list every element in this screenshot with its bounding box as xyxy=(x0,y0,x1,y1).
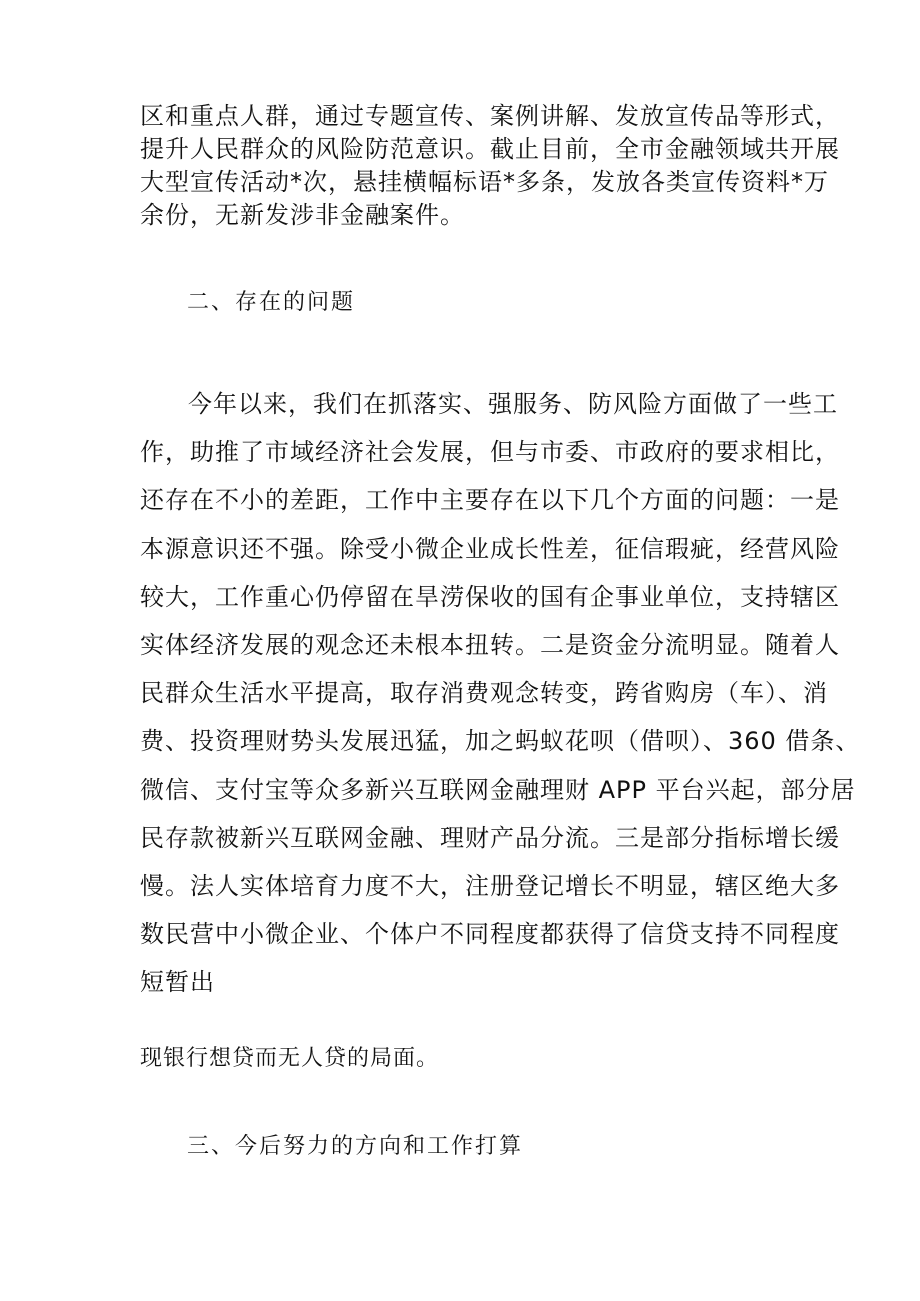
paragraph-line: 大型宣传活动*次，悬挂横幅标语*多条，发放各类宣传资料*万 xyxy=(140,168,829,196)
paragraph-line: 民群众生活水平提高，取存消费观念转变，跨省购房（车）、消 xyxy=(140,679,828,708)
paragraph-line: 还存在不小的差距，工作中主要存在以下几个方面的问题：一是 xyxy=(140,486,840,515)
intro-paragraph xyxy=(140,100,840,232)
paragraph-line: 费、投资理财势头发展迅猛，加之蚂蚁花呗（借呗）、360 借条、 xyxy=(140,727,861,756)
paragraph-line: 民存款被新兴互联网金融、理财产品分流。三是部分指标增长缓 xyxy=(140,823,840,852)
section-heading-problems: 二、存在的问题 xyxy=(187,290,356,315)
paragraph-line: 提升人民群众的风险防范意识。截止目前，全市金融领域共开展 xyxy=(140,135,840,163)
paragraph-line: 实体经济发展的观念还未根本扭转。二是资金分流明显。随着人 xyxy=(140,631,840,660)
paragraph-line: 较大，工作重心仍停留在旱涝保收的国有企事业单位，支持辖区 xyxy=(140,582,840,611)
continuation-line xyxy=(140,1044,800,1074)
paragraph-line: 短暂出 xyxy=(140,968,215,997)
paragraph-line: 慢。法人实体培育力度不大，注册登记增长不明显，辖区绝大多 xyxy=(140,872,840,901)
section-heading-plans: 三、今后努力的方向和工作打算 xyxy=(187,1134,524,1159)
paragraph-line: 数民营中小微企业、个体户不同程度都获得了信贷支持不同程度 xyxy=(140,920,840,949)
paragraph-line: 现银行想贷而无人贷的局面。 xyxy=(140,1046,440,1071)
paragraph-line: 今年以来，我们在抓落实、强服务、防风险方面做了一些工 xyxy=(188,390,838,418)
paragraph-line: 本源意识还不强。除受小微企业成长性差，征信瑕疵，经营风险 xyxy=(140,534,840,563)
paragraph-line: 作，助推了市域经济社会发展，但与市委、市政府的要求相比， xyxy=(140,438,840,467)
problems-paragraph xyxy=(140,380,861,1007)
paragraph-line: 微信、支付宝等众多新兴互联网金融理财 APP 平台兴起，部分居 xyxy=(140,775,856,804)
paragraph-line: 余份，无新发涉非金融案件。 xyxy=(140,201,465,229)
paragraph-line: 区和重点人群，通过专题宣传、案例讲解、发放宣传品等形式， xyxy=(140,102,840,130)
